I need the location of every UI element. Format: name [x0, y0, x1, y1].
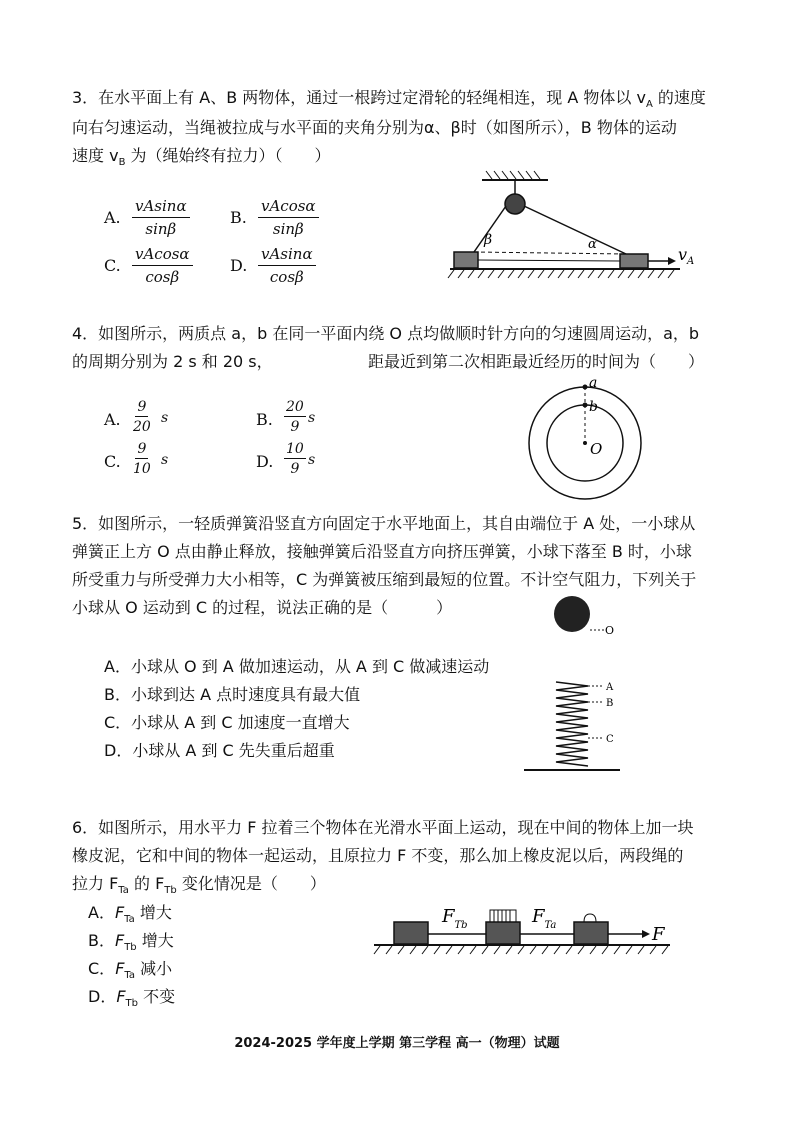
ceiling: [482, 171, 548, 194]
q3-option-b-den: sinβ: [272, 220, 304, 238]
q4-option-d-num: 10: [286, 441, 304, 457]
q5-line-3: 所受重力与所受弹力大小相等，C 为弹簧被压缩到最短的位置。不计空气阻力，下列关于: [72, 570, 697, 589]
q4-option-d-letter[interactable]: D.: [256, 452, 274, 471]
q5-option-d[interactable]: D．小球从 A 到 C 先失重后超重: [104, 741, 335, 760]
block-left: [394, 922, 428, 944]
q4-option-d-den: 9: [290, 461, 300, 477]
q5-option-c[interactable]: C．小球从 A 到 C 加速度一直增大: [104, 713, 350, 732]
velocity-arrowhead: [668, 257, 676, 265]
q5-option-b[interactable]: B．小球到达 A 点时速度具有最大值: [104, 685, 361, 704]
spring-coil: [556, 682, 588, 766]
angle-alpha-label: α: [588, 237, 597, 252]
q3-option-b-letter[interactable]: B.: [230, 208, 247, 227]
label-fta: $F_{Ta}$: [532, 906, 557, 931]
q3-option-d-fraction[interactable]: [258, 245, 316, 286]
q4-option-c-unit: s: [161, 452, 169, 468]
label-a: a: [589, 375, 598, 391]
q3-option-d-den: cosβ: [269, 268, 304, 286]
q6-blocks-figure: [370, 896, 680, 962]
force-arrowhead: [642, 930, 650, 938]
q3-option-d-num: vAsinα: [258, 245, 316, 266]
center-o: [583, 441, 587, 445]
ball: [554, 596, 590, 632]
point-a: [583, 385, 588, 390]
block-right: [574, 922, 608, 944]
q4-option-c-letter[interactable]: C.: [104, 452, 121, 471]
q3-option-a-fraction[interactable]: [132, 197, 190, 238]
putty-middle: [490, 910, 516, 922]
q4-option-a-den: 20: [133, 419, 151, 435]
q4-line-2a: 的周期分别为 2 s 和 20 s，: [72, 352, 273, 371]
q6-line-3: 拉力 $F_{Ta}$ 的 $F_{Tb}$ 变化情况是（ ）: [72, 874, 326, 897]
label-o: O: [590, 440, 603, 458]
ground: [374, 945, 670, 954]
q3-line-1: 3．在水平面上有 A、B 两物体，通过一根跨过定滑轮的轻绳相连，现 A 物体以 $v_A$ 的速度: [72, 88, 706, 111]
q3-option-a-num: vAsinα: [132, 197, 190, 218]
reference-dashed-line: [474, 252, 626, 254]
label-c: C: [606, 734, 614, 745]
q3-pulley-figure: [440, 168, 710, 288]
q6-option-d[interactable]: D．$F_{Tb}$ 不变: [88, 987, 176, 1010]
q4-option-a-fraction[interactable]: [133, 399, 151, 435]
q4-option-b-unit: s: [308, 410, 316, 426]
q6-line-1: 6．如图所示，用水平力 F 拉着三个物体在光滑水平面上运动，现在中间的物体上加一块: [72, 818, 694, 837]
q4-option-a-unit: s: [161, 410, 169, 426]
label-ftb: $F_{Tb}$: [442, 906, 468, 931]
q6-option-c[interactable]: C．$F_{Ta}$ 减小: [88, 959, 173, 982]
q3-option-a-letter[interactable]: A.: [104, 208, 121, 227]
q4-option-a-num: 9: [137, 399, 147, 415]
q3-option-c-den: cosβ: [145, 268, 180, 286]
q4-line-1: 4．如图所示，两质点 a，b 在同一平面内绕 O 点均做顺时针方向的匀速圆周运动，a，b: [72, 324, 700, 343]
q3-option-c-num: vAcosα: [132, 245, 193, 266]
q3-option-c-letter[interactable]: C.: [104, 256, 121, 275]
block-b: [454, 252, 478, 268]
q6-line-2: 橡皮泥，它和中间的物体一起运动，且原拉力 F 不变，那么加上橡皮泥以后，两段绳的: [72, 846, 684, 865]
q4-option-b-den: 9: [290, 419, 300, 435]
q3-option-b-num: vAcosα: [258, 197, 319, 218]
q5-line-1: 5．如图所示，一轻质弹簧沿竖直方向固定于水平地面上，其自由端位于 A 处，一小球从: [72, 514, 696, 533]
label-a: A: [606, 682, 614, 693]
angle-beta-label: β: [484, 232, 493, 248]
q4-option-c-fraction[interactable]: [133, 441, 151, 477]
label-b: B: [606, 698, 614, 709]
point-b: [583, 403, 588, 408]
q4-option-c-num: 9: [137, 441, 147, 457]
q4-option-a-letter[interactable]: A.: [104, 410, 121, 429]
rail: [478, 260, 620, 261]
q4-option-d-fraction[interactable]: [284, 441, 306, 477]
pulley: [505, 194, 525, 214]
q5-line-4: 小球从 O 运动到 C 的过程，说法正确的是（ ）: [72, 598, 453, 617]
q3-line-3: 速度 $v_B$ 为（绳始终有拉力）（ ）: [72, 146, 331, 169]
q4-option-c-den: 10: [133, 461, 151, 477]
label-f: F: [652, 924, 665, 945]
q3-option-d-letter[interactable]: D.: [230, 256, 248, 275]
q4-option-d-unit: s: [308, 452, 316, 468]
q3-line-2: 向右匀速运动，当绳被拉成与水平面的夹角分别为α、β时（如图所示），B 物体的运动: [72, 118, 677, 137]
label-o: O: [605, 624, 615, 637]
putty-right: [584, 914, 596, 922]
q4-option-b-fraction[interactable]: [284, 399, 306, 435]
q6-option-b[interactable]: B．$F_{Tb}$ 增大: [88, 931, 174, 954]
page-footer: 2024-2025 学年度上学期 第三学程 高一（物理）试题: [234, 1036, 560, 1051]
velocity-label: $v_A$: [678, 245, 695, 267]
q3-option-a-den: sinβ: [145, 220, 177, 238]
q3-option-b-fraction[interactable]: [258, 197, 319, 238]
block-a: [620, 254, 648, 268]
rope-right: [524, 206, 626, 254]
q4-line-2b: 距最近到第二次相距最近经历的时间为（ ）: [368, 352, 705, 371]
block-middle: [486, 922, 520, 944]
q5-line-2: 弹簧正上方 O 点由静止释放，接触弹簧后沿竖直方向挤压弹簧，小球下落至 B 时，小球: [72, 542, 692, 561]
q4-circle-figure: [520, 376, 650, 506]
q3-option-c-fraction[interactable]: [132, 245, 193, 286]
q5-option-a[interactable]: A．小球从 O 到 A 做加速运动，从 A 到 C 做减速运动: [104, 657, 490, 676]
ground: [448, 269, 680, 278]
q4-option-b-num: 20: [286, 399, 304, 415]
q4-option-b-letter[interactable]: B.: [256, 410, 273, 429]
q5-spring-figure: [520, 592, 640, 782]
q6-option-a[interactable]: A．$F_{Ta}$ 增大: [88, 903, 172, 926]
label-b: b: [589, 399, 598, 415]
